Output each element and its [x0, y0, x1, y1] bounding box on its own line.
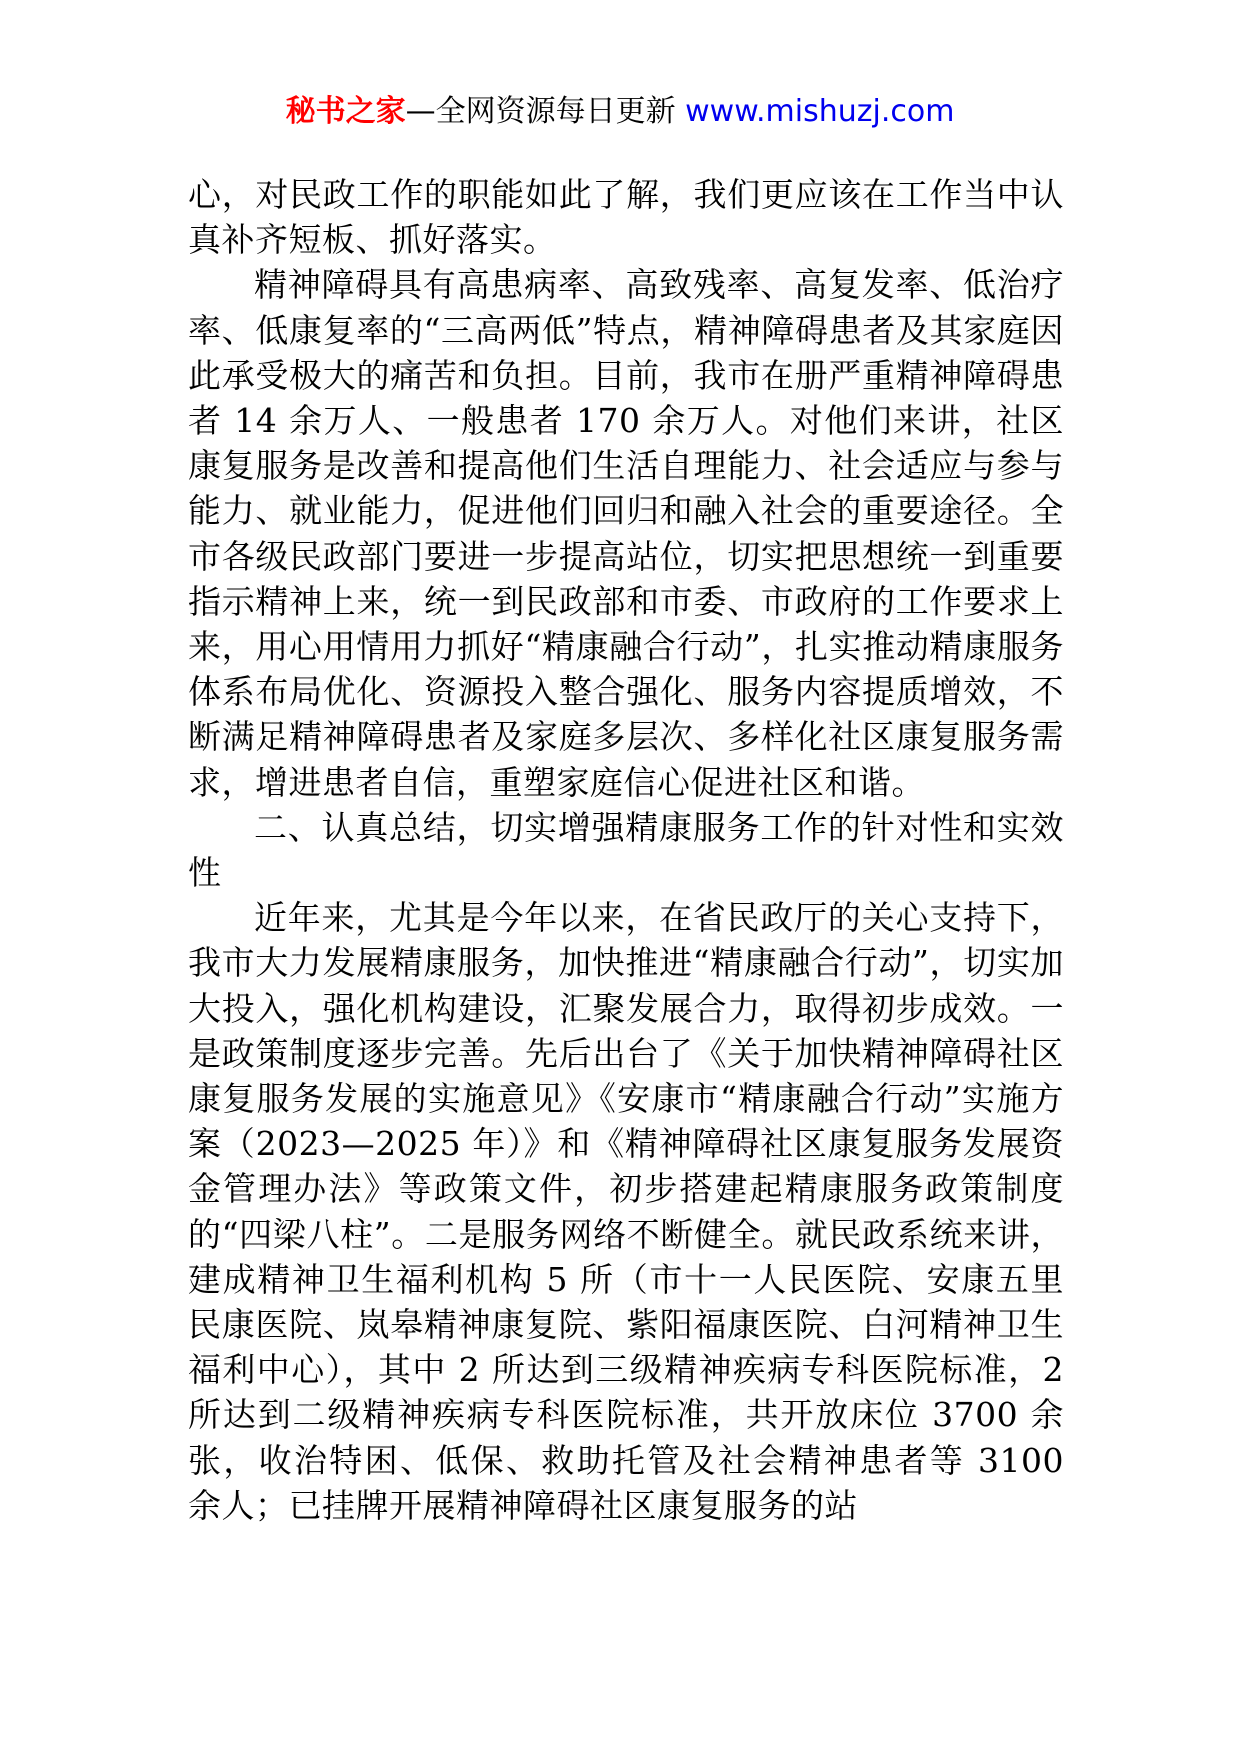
header-tagline: —全网资源每日更新 — [405, 94, 686, 129]
paragraph-continuation: 心，对民政工作的职能如此了解，我们更应该在工作当中认真补齐短板、抓好落实。 — [188, 175, 1064, 260]
page-header — [0, 92, 1240, 132]
section-heading-two: 二、认真总结，切实增强精康服务工作的针对性和实效性 — [188, 807, 1064, 893]
site-url-link[interactable]: www.mishuzj.com — [685, 94, 955, 129]
document-body — [188, 172, 1064, 1528]
brand-name: 秘书之家 — [285, 94, 406, 129]
paragraph-recent-progress: 近年来，尤其是今年以来，在省民政厅的关心支持下，我市大力发展精康服务，加快推进“精康融合行动”，切实加大投入，强化机构建设，汇聚发展合力，取得初步成效。一是政策制度逐步完善。先后出台了《关于加快精神障碍社区康复服务发展的实施意见》《安康市“精康融合行动”实施方案（2023—2025 年）》和《精神障碍社区康复服务发展资金管理办法》等政策文件，初步搭建起精康服务政策制度的“四梁八柱”。二是服务网络不断健全。就民政系统来讲，建成精神卫生福利机构 5 所（市十一人民医院、安康五里民康医院、岚皋精神康复院、紫阳福康医院、白河精神卫生福利中心），其中 2 所达到三级精神疾病专科医院标准，2 所达到二级精神疾病专科医院标准，共开放床位 3700 余张，收治特困、低保、救助托管及社会精神患者等 3100 余人；已挂牌开展精神障碍社区康复服务的站 — [188, 898, 1064, 1525]
paragraph-mental-disorder-features: 精神障碍具有高患病率、高致残率、高复发率、低治疗率、低康复率的“三高两低”特点，精神障碍患者及其家庭因此承受极大的痛苦和负担。目前，我市在册严重精神障碍患者 14 余万人、一般患者 170 余万人。对他们来讲，社区康复服务是改善和提高他们生活自理能力、社会适应与参与能力、就业能力，促进他们回归和融入社会的重要途径。全市各级民政部门要进一步提高站位，切实把思想统一到重要指示精神上来，统一到民政部和市委、市政府的工作要求上来，用心用情用力抓好“精康融合行动”，扎实推动精康服务体系布局优化、资源投入整合强化、服务内容提质增效，不断满足精神障碍患者及家庭多层次、多样化社区康复服务需求，增进患者自信，重塑家庭信心促进社区和谐。 — [188, 265, 1064, 802]
